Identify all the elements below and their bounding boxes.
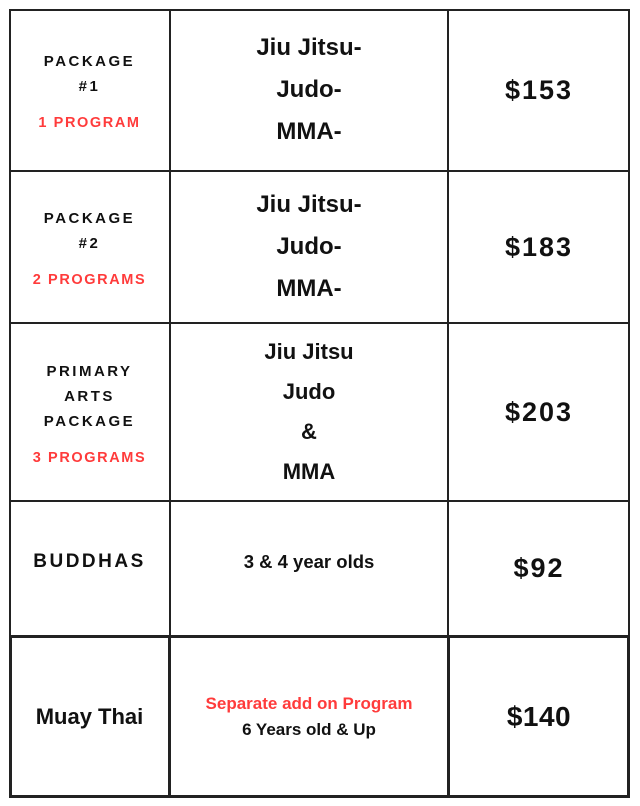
muay-thai-description-cell — [170, 636, 448, 798]
buddhas-cell — [9, 501, 170, 636]
package-2-name: PACKAGE — [43, 210, 136, 227]
buddhas-name: BUDDHAS — [33, 550, 146, 572]
package-1-name: PACKAGE — [43, 53, 136, 70]
discipline-item: & — [301, 419, 317, 444]
table-border-top — [9, 9, 630, 11]
primary-arts-price: $203 — [504, 396, 574, 427]
muay-thai-note: Separate add on Program — [205, 694, 413, 713]
package-2-price: $183 — [504, 231, 574, 262]
buddhas-price: $92 — [513, 553, 565, 583]
table-border-right — [628, 9, 630, 636]
buddhas-description: 3 & 4 year olds — [243, 551, 375, 572]
discipline-item: Judo- — [276, 233, 342, 260]
muay-thai-cell — [9, 636, 170, 798]
buddhas-price-cell — [448, 501, 630, 636]
discipline-item: Judo- — [276, 76, 342, 103]
primary-arts-programs: 3 PROGRAMS — [32, 449, 147, 466]
table-border-left — [9, 9, 11, 636]
package-1-price: $153 — [504, 74, 574, 105]
primary-arts-disciplines — [170, 323, 448, 501]
row-divider — [9, 500, 630, 502]
discipline-item: Jiu Jitsu- — [256, 191, 362, 218]
muay-thai-name: Muay Thai — [35, 704, 144, 729]
package-2-cell — [9, 171, 170, 323]
discipline-item: MMA- — [276, 118, 342, 145]
row-divider — [9, 322, 630, 324]
package-2-disciplines — [170, 171, 448, 323]
column-divider — [169, 9, 171, 636]
package-1-disciplines — [170, 9, 448, 171]
table-border-right-bold — [627, 636, 630, 798]
primary-arts-line: PACKAGE — [43, 412, 136, 430]
muay-thai-price-cell — [448, 636, 630, 798]
discipline-item: Judo — [282, 379, 336, 404]
package-1-price-cell — [448, 9, 630, 171]
row-divider — [9, 170, 630, 172]
primary-arts-line: ARTS — [64, 387, 115, 405]
package-2-number: #2 — [78, 235, 101, 252]
muay-thai-price: $140 — [506, 701, 572, 732]
table-border-bottom — [9, 795, 630, 798]
package-1-programs: 1 PROGRAM — [38, 115, 141, 131]
package-2-programs: 2 PROGRAMS — [32, 272, 147, 288]
primary-arts-price-cell — [448, 323, 630, 501]
muay-thai-description: 6 Years old & Up — [242, 720, 376, 739]
discipline-item: MMA — [282, 459, 336, 484]
discipline-item: MMA- — [276, 275, 342, 302]
discipline-item: Jiu Jitsu- — [256, 34, 362, 61]
package-1-number: #1 — [78, 78, 101, 95]
column-divider-bold — [447, 636, 450, 798]
table-border-left-bold — [9, 636, 12, 798]
column-divider-bold — [168, 636, 171, 798]
package-2-price-cell — [448, 171, 630, 323]
primary-arts-line: PRIMARY — [46, 362, 133, 380]
row-divider-bold — [9, 635, 630, 638]
buddhas-description-cell — [170, 501, 448, 636]
primary-arts-cell — [9, 323, 170, 501]
package-1-cell — [9, 9, 170, 171]
column-divider — [447, 9, 449, 636]
pricing-table — [9, 9, 630, 798]
discipline-item: Jiu Jitsu — [264, 339, 354, 364]
